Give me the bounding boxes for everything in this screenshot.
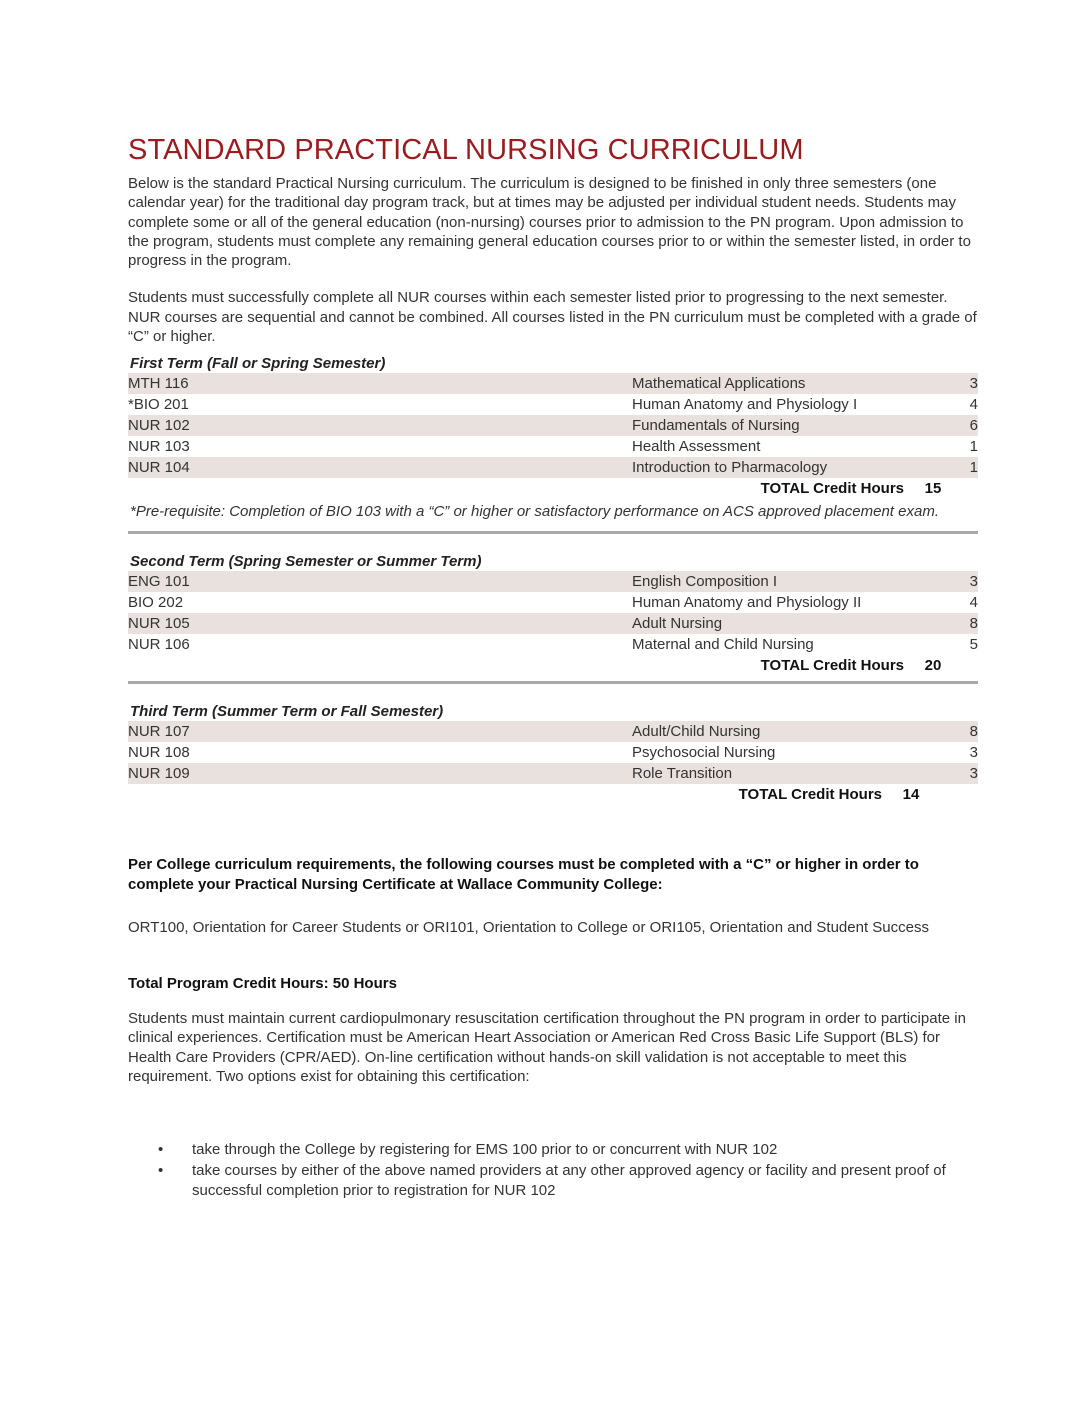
term-total-value: 14 bbox=[902, 786, 920, 804]
course-code: NUR 104 bbox=[128, 459, 190, 477]
page-title: STANDARD PRACTICAL NURSING CURRICULUM bbox=[128, 134, 804, 166]
course-code: NUR 106 bbox=[128, 636, 190, 654]
course-code: ENG 101 bbox=[128, 573, 190, 591]
course-credits: 5 bbox=[969, 636, 978, 654]
course-name: Fundamentals of Nursing bbox=[632, 417, 800, 435]
term-section-first bbox=[128, 354, 978, 534]
course-code: BIO 202 bbox=[128, 594, 184, 612]
certification-options-list bbox=[128, 1140, 978, 1201]
course-credits: 3 bbox=[969, 744, 978, 762]
course-name: Psychosocial Nursing bbox=[632, 744, 776, 762]
course-row bbox=[128, 394, 978, 415]
term-total-value: 20 bbox=[924, 657, 942, 675]
term-title: Third Term (Summer Term or Fall Semester) bbox=[130, 703, 444, 721]
course-row bbox=[128, 763, 978, 784]
course-row bbox=[128, 634, 978, 655]
bullet-icon: • bbox=[158, 1140, 164, 1158]
bullet-icon: • bbox=[158, 1161, 164, 1179]
course-row bbox=[128, 436, 978, 457]
course-name: Health Assessment bbox=[632, 438, 761, 456]
course-row bbox=[128, 457, 978, 478]
orientation-courses: ORT100, Orientation for Career Students or ORI101, Orientation to College or ORI105, Orientation and Student Success bbox=[128, 919, 929, 937]
course-name: Adult Nursing bbox=[632, 615, 723, 633]
term-total bbox=[128, 478, 978, 499]
term-section-third bbox=[128, 702, 978, 805]
list-item bbox=[128, 1140, 978, 1160]
term-section-second bbox=[128, 552, 978, 684]
course-row bbox=[128, 721, 978, 742]
course-name: Human Anatomy and Physiology II bbox=[632, 594, 862, 612]
course-code: NUR 107 bbox=[128, 723, 190, 741]
term-total-label: TOTAL Credit Hours bbox=[760, 480, 904, 498]
intro-paragraph: Below is the standard Practical Nursing curriculum. The curriculum is designed to be finished in only three semesters (one calendar year) for the traditional day program track, but at times may be adjusted per individual student needs. Students may complete some or all of the general education (non-nursing) courses prior to admission to the PN program. Upon admission to the program, students must complete any remaining general education courses prior to or within the semester listed, in order to progress in the program. bbox=[128, 175, 971, 270]
term-total-label: TOTAL Credit Hours bbox=[738, 786, 882, 804]
course-row bbox=[128, 592, 978, 613]
term-total bbox=[128, 655, 978, 676]
course-row bbox=[128, 415, 978, 436]
course-credits: 6 bbox=[969, 417, 978, 435]
course-name: Maternal and Child Nursing bbox=[632, 636, 814, 654]
prerequisite-note: *Pre-requisite: Completion of BIO 103 with a “C” or higher or satisfactory performance on ACS approved placement exam. bbox=[130, 503, 939, 521]
course-credits: 3 bbox=[969, 573, 978, 591]
course-credits: 8 bbox=[969, 615, 978, 633]
term-total bbox=[128, 784, 956, 805]
course-name: English Composition I bbox=[632, 573, 778, 591]
cpr-requirement-paragraph: Students must maintain current cardiopulmonary resuscitation certification throughout the PN program in order to participate in clinical experiences. Certification must be American Heart Association or American Red Cross Basic Life Support (BLS) for Health Care Providers (CPR/AED). On-line certification without hands-on skill validation is not acceptable to meet this requirement. Two options exist for obtaining this certification: bbox=[128, 1009, 966, 1086]
college-requirement-text: Per College curriculum requirements, the following courses must be completed with a “C” or higher in order to complete your Practical Nursing Certificate at Wallace Community College: bbox=[128, 856, 919, 893]
course-credits: 4 bbox=[969, 594, 978, 612]
course-code: NUR 109 bbox=[128, 765, 190, 783]
option-text: take courses by either of the above named providers at any other approved agency or facility and present proof of successful completion prior to registration for NUR 102 bbox=[192, 1161, 946, 1199]
term-total-label: TOTAL Credit Hours bbox=[760, 657, 904, 675]
course-code: MTH 116 bbox=[128, 375, 189, 393]
course-code: NUR 103 bbox=[128, 438, 190, 456]
course-code: NUR 105 bbox=[128, 615, 190, 633]
course-row bbox=[128, 613, 978, 634]
term-total-value: 15 bbox=[924, 480, 942, 498]
document-page bbox=[128, 132, 978, 1202]
option-text: take through the College by registering for EMS 100 prior to or concurrent with NUR 102 bbox=[192, 1140, 778, 1158]
total-program-hours: Total Program Credit Hours: 50 Hours bbox=[128, 974, 397, 992]
course-row bbox=[128, 571, 978, 592]
term-title: First Term (Fall or Spring Semester) bbox=[130, 355, 386, 373]
course-name: Role Transition bbox=[632, 765, 733, 783]
course-credits: 4 bbox=[969, 396, 978, 414]
course-code: *BIO 201 bbox=[128, 396, 189, 414]
course-name: Introduction to Pharmacology bbox=[632, 459, 828, 477]
term-title: Second Term (Spring Semester or Summer Term) bbox=[130, 553, 482, 571]
course-row bbox=[128, 373, 978, 394]
course-row bbox=[128, 742, 978, 763]
course-credits: 3 bbox=[969, 375, 978, 393]
course-name: Mathematical Applications bbox=[632, 375, 806, 393]
course-code: NUR 108 bbox=[128, 744, 190, 762]
course-code: NUR 102 bbox=[128, 417, 190, 435]
list-item bbox=[128, 1161, 978, 1201]
course-credits: 1 bbox=[969, 438, 978, 456]
course-name: Human Anatomy and Physiology I bbox=[632, 396, 858, 414]
course-credits: 8 bbox=[969, 723, 978, 741]
course-name: Adult/Child Nursing bbox=[632, 723, 761, 741]
course-credits: 3 bbox=[969, 765, 978, 783]
course-credits: 1 bbox=[969, 459, 978, 477]
progression-paragraph: Students must successfully complete all NUR courses within each semester listed prior to progressing to the next semester. NUR courses are sequential and cannot be combined. All courses listed in the PN curriculum must be completed with a grade of “C” or higher. bbox=[128, 289, 977, 346]
